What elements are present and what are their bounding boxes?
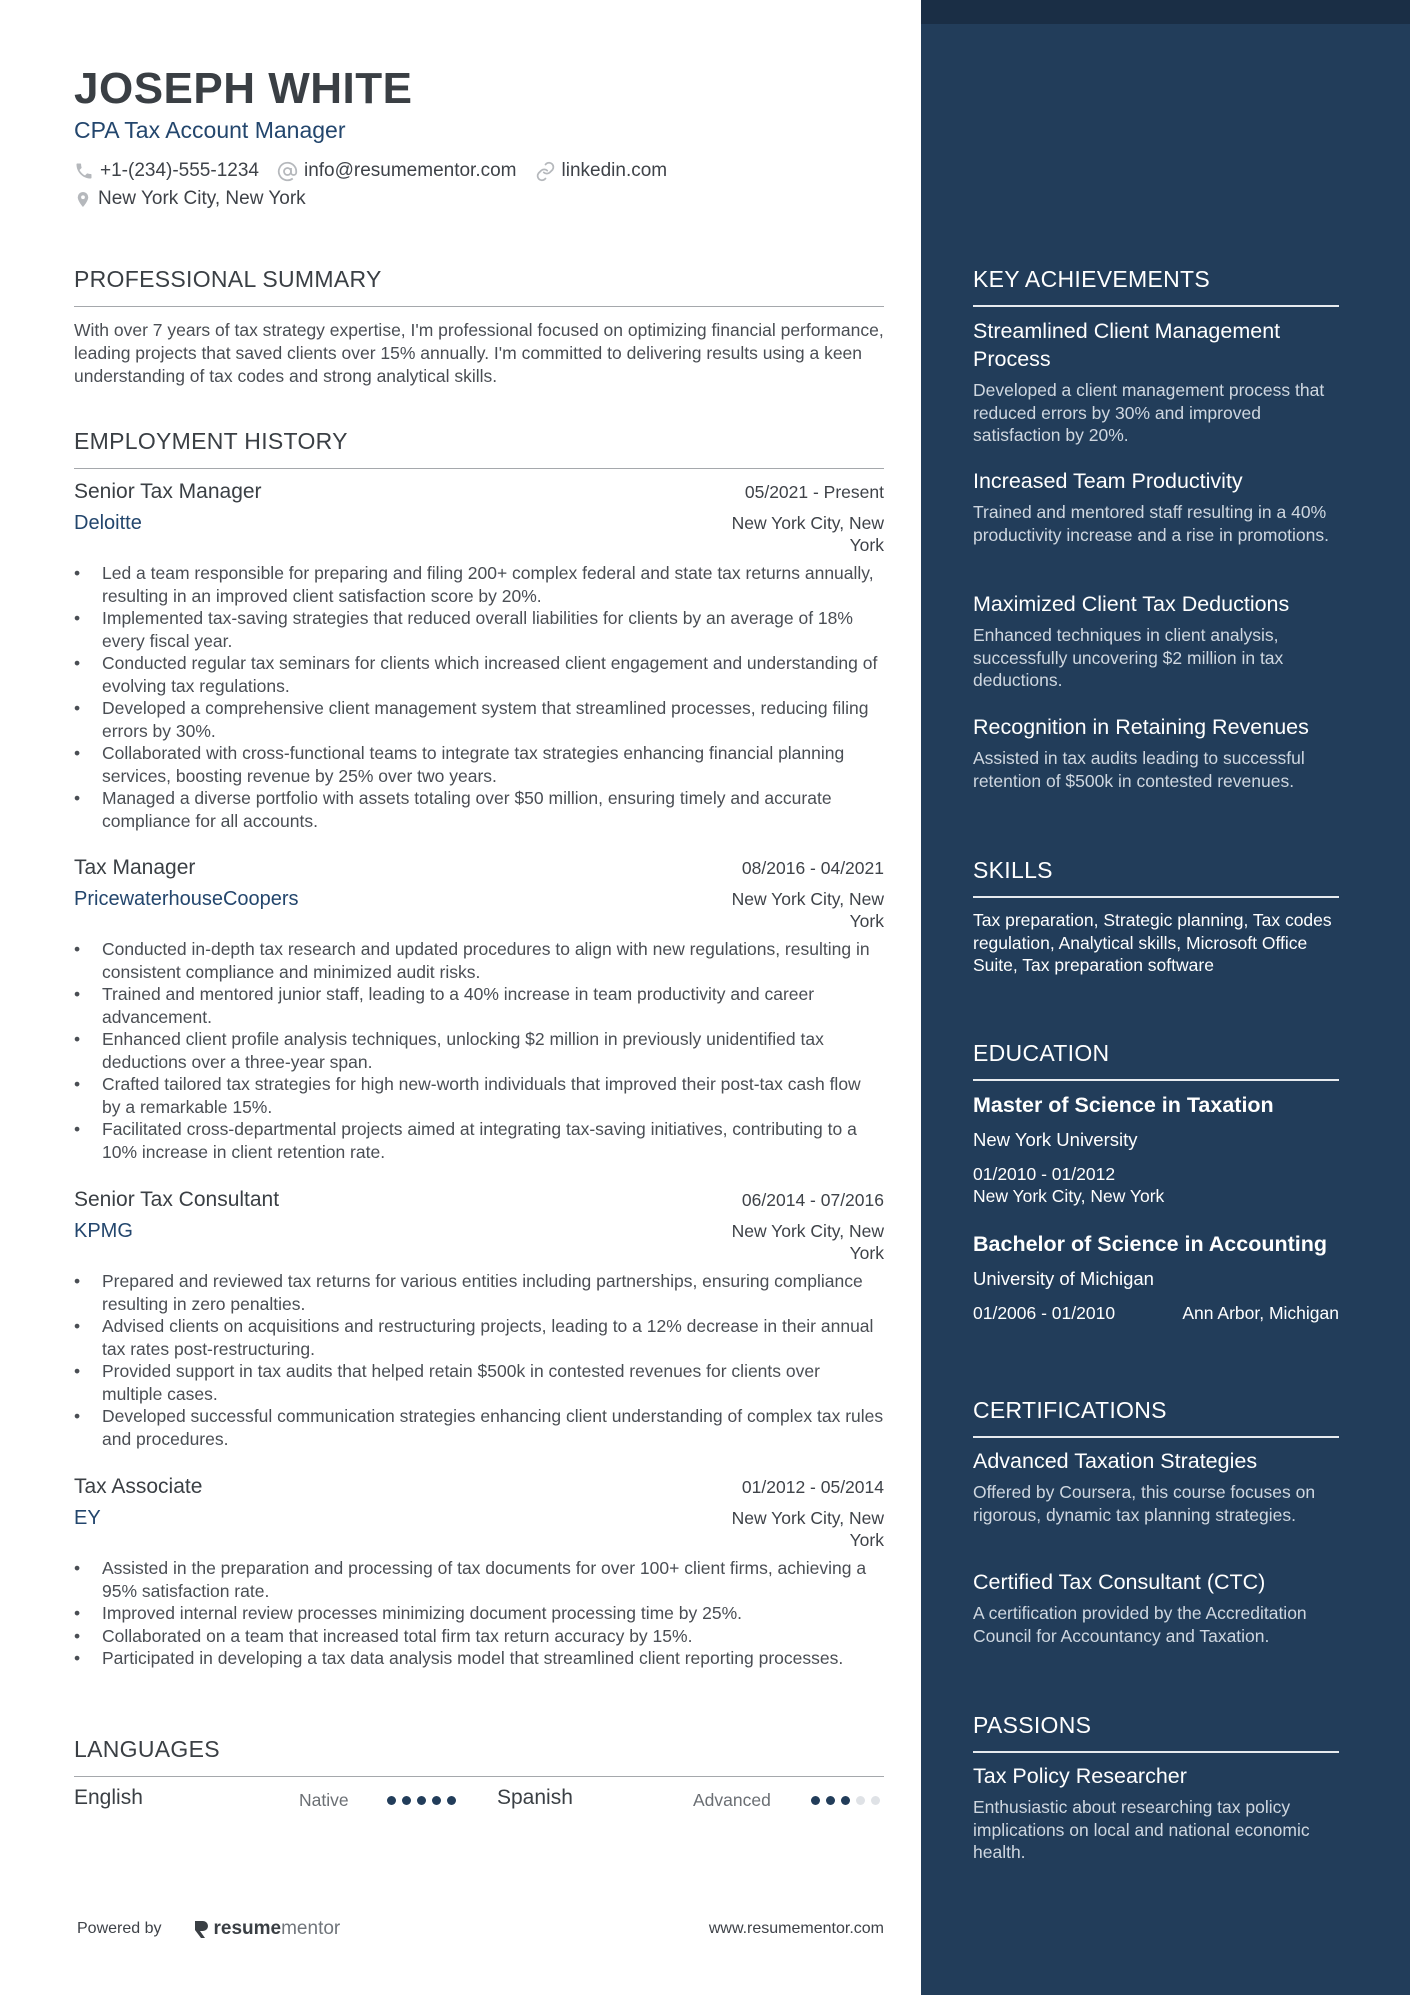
rating-dot-filled bbox=[447, 1796, 456, 1805]
education-dates: 01/2006 - 01/2010 bbox=[973, 1303, 1116, 1323]
employment-heading: EMPLOYMENT HISTORY bbox=[74, 428, 884, 469]
languages-row bbox=[74, 1786, 884, 1816]
language-name: Spanish bbox=[497, 1786, 573, 1809]
job-entry bbox=[74, 480, 884, 832]
phone-number: +1-(234)-555-1234 bbox=[100, 160, 259, 181]
rating-dot-filled bbox=[811, 1796, 820, 1805]
job-dates: 01/2012 - 05/2014 bbox=[741, 1477, 884, 1497]
candidate-name: JOSEPH WHITE bbox=[74, 64, 413, 113]
passion-item bbox=[973, 1762, 1339, 1864]
passion-desc: Enthusiastic about researching tax policy implications on local and national economic health. bbox=[973, 1797, 1310, 1862]
education-degree: Bachelor of Science in Accounting bbox=[973, 1232, 1328, 1256]
education-location: New York City, New York bbox=[973, 1186, 1165, 1206]
rating-dot-filled bbox=[432, 1796, 441, 1805]
job-bullets bbox=[74, 1270, 884, 1450]
contact-row bbox=[74, 160, 685, 182]
rating-dot-filled bbox=[402, 1796, 411, 1805]
job-role: Senior Tax Manager bbox=[74, 480, 262, 503]
education-item bbox=[973, 1091, 1339, 1207]
certification-desc: A certification provided by the Accreditation Council for Accountancy and Taxation. bbox=[973, 1603, 1307, 1646]
job-company: Deloitte bbox=[74, 512, 142, 534]
job-location: New York City, New York bbox=[731, 889, 884, 931]
email-address: info@resumementor.com bbox=[303, 160, 517, 181]
job-bullet: • Advised clients on acquisitions and restructuring projects, leading to a 12% decrease in their annual tax rates post-restructuring. bbox=[74, 1315, 884, 1360]
link-icon bbox=[535, 161, 556, 182]
languages-heading: LANGUAGES bbox=[74, 1736, 884, 1777]
skills-text: Tax preparation, Strategic planning, Tax codes regulation, Analytical skills, Microsoft Office Suite, Tax preparation software bbox=[973, 910, 1332, 975]
rating-dot-filled bbox=[826, 1796, 835, 1805]
job-bullet: • Improved internal review processes minimizing document processing time by 25%. bbox=[74, 1602, 884, 1625]
rating-dot-empty bbox=[856, 1796, 865, 1805]
education-school: New York University bbox=[973, 1129, 1138, 1150]
job-bullet: • Assisted in the preparation and processing of tax documents for over 100+ client firms, achieving a 95% satisfaction rate. bbox=[74, 1557, 884, 1602]
achievement-item bbox=[973, 317, 1339, 447]
certifications-heading: CERTIFICATIONS bbox=[973, 1397, 1339, 1438]
job-company: EY bbox=[74, 1507, 101, 1529]
education-meta-row bbox=[973, 1302, 1339, 1324]
achievement-title: Recognition in Retaining Revenues bbox=[973, 715, 1309, 739]
rating-dot-empty bbox=[871, 1796, 880, 1805]
achievement-desc: Trained and mentored staff resulting in a 40% productivity increase and a rise in promotions. bbox=[973, 502, 1330, 545]
passions-heading: PASSIONS bbox=[973, 1712, 1339, 1753]
language-rating-dots bbox=[387, 1796, 462, 1805]
footer-website[interactable]: www.resumementor.com bbox=[708, 1920, 884, 1937]
summary-heading: PROFESSIONAL SUMMARY bbox=[74, 266, 884, 307]
at-sign-icon bbox=[277, 161, 298, 182]
certification-item bbox=[973, 1447, 1339, 1526]
certification-title: Certified Tax Consultant (CTC) bbox=[973, 1570, 1266, 1594]
job-bullet: • Led a team responsible for preparing and filing 200+ complex federal and state tax returns annually, resulting in an improved client satisfaction score by 20%. bbox=[74, 562, 884, 607]
education-item bbox=[973, 1230, 1339, 1324]
job-dates: 06/2014 - 07/2016 bbox=[741, 1190, 884, 1210]
location-text: New York City, New York bbox=[98, 188, 306, 209]
resumementor-logo-icon bbox=[192, 1919, 210, 1939]
rating-dot-filled bbox=[387, 1796, 396, 1805]
job-bullet: • Participated in developing a tax data analysis model that streamlined client reporting processes. bbox=[74, 1647, 884, 1670]
job-company: KPMG bbox=[74, 1220, 133, 1242]
contact-linkedin[interactable] bbox=[535, 160, 668, 182]
achievement-title: Maximized Client Tax Deductions bbox=[973, 592, 1290, 616]
job-entry bbox=[74, 1475, 884, 1670]
location-row bbox=[74, 188, 324, 210]
job-bullet: • Facilitated cross-departmental projects aimed at integrating tax-saving initiatives, contributing to a 10% increase in client retention rate. bbox=[74, 1118, 884, 1163]
job-role: Senior Tax Consultant bbox=[74, 1188, 280, 1211]
education-location: Ann Arbor, Michigan bbox=[1182, 1303, 1339, 1323]
job-title: CPA Tax Account Manager bbox=[74, 117, 346, 143]
achievement-desc: Enhanced techniques in client analysis, successfully uncovering $2 million in tax deductions. bbox=[973, 625, 1284, 690]
achievement-item bbox=[973, 590, 1339, 692]
language-name: English bbox=[74, 1786, 143, 1809]
language-level: Native bbox=[299, 1790, 349, 1810]
skills-heading: SKILLS bbox=[973, 857, 1339, 898]
contact-email[interactable] bbox=[277, 160, 517, 182]
linkedin-link: linkedin.com bbox=[561, 160, 668, 181]
contact-phone bbox=[74, 160, 259, 182]
job-bullets bbox=[74, 562, 884, 832]
job-entry bbox=[74, 1188, 884, 1450]
job-role: Tax Associate bbox=[74, 1475, 203, 1498]
brand-logo[interactable] bbox=[192, 1918, 341, 1940]
achievements-heading: KEY ACHIEVEMENTS bbox=[973, 266, 1339, 307]
job-dates: 08/2016 - 04/2021 bbox=[741, 858, 884, 878]
job-bullet: • Managed a diverse portfolio with assets totaling over $50 million, ensuring timely and accurate compliance for all accounts. bbox=[74, 787, 884, 832]
phone-icon bbox=[74, 161, 94, 181]
passion-title: Tax Policy Researcher bbox=[973, 1764, 1187, 1788]
job-role: Tax Manager bbox=[74, 856, 196, 879]
job-bullet: • Conducted in-depth tax research and updated procedures to align with new regulations, resulting in consistent compliance and minimized audit risks. bbox=[74, 938, 884, 983]
achievement-title: Streamlined Client Management Process bbox=[973, 319, 1281, 371]
certification-desc: Offered by Coursera, this course focuses on rigorous, dynamic tax planning strategies. bbox=[973, 1482, 1316, 1525]
job-bullet: • Provided support in tax audits that helped retain $500k in contested revenues for clients over multiple cases. bbox=[74, 1360, 884, 1405]
sidebar-top-bar bbox=[921, 0, 1410, 24]
job-bullet: • Conducted regular tax seminars for clients which increased client engagement and understanding of evolving tax regulations. bbox=[74, 652, 884, 697]
education-dates: 01/2010 - 01/2012 bbox=[973, 1164, 1116, 1184]
job-location: New York City, New York bbox=[731, 1508, 884, 1550]
job-location: New York City, New York bbox=[731, 1221, 884, 1263]
achievement-item bbox=[973, 713, 1339, 792]
job-bullet: • Implemented tax-saving strategies that reduced overall liabilities for clients by an average of 18% every fiscal year. bbox=[74, 607, 884, 652]
sidebar bbox=[921, 0, 1410, 1995]
job-bullet: • Developed successful communication strategies enhancing client understanding of complex tax rules and procedures. bbox=[74, 1405, 884, 1450]
job-bullets bbox=[74, 938, 884, 1163]
map-pin-icon bbox=[74, 189, 92, 210]
summary-text: With over 7 years of tax strategy expertise, I'm professional focused on optimizing financial performance, leading projects that saved clients over 15% annually. I'm committed to delivering results using a keen understanding of tax codes and strong analytical skills. bbox=[74, 320, 884, 386]
powered-by-text: Powered by bbox=[77, 1920, 162, 1937]
language-level: Advanced bbox=[693, 1790, 771, 1810]
job-bullet: • Collaborated on a team that increased total firm tax return accuracy by 15%. bbox=[74, 1625, 884, 1648]
job-company: PricewaterhouseCoopers bbox=[74, 888, 299, 910]
brand-name-bold: resume bbox=[213, 1918, 282, 1939]
rating-dot-filled bbox=[841, 1796, 850, 1805]
job-bullet: • Trained and mentored junior staff, leading to a 40% increase in team productivity and career advancement. bbox=[74, 983, 884, 1028]
rating-dot-filled bbox=[417, 1796, 426, 1805]
certification-title: Advanced Taxation Strategies bbox=[973, 1449, 1258, 1473]
job-bullet: • Prepared and reviewed tax returns for various entities including partnerships, ensuring compliance resulting in zero penalties. bbox=[74, 1270, 884, 1315]
achievement-desc: Developed a client management process that reduced errors by 30% and improved satisfaction by 20%. bbox=[973, 380, 1325, 445]
education-school: University of Michigan bbox=[973, 1268, 1154, 1289]
language-rating-dots bbox=[811, 1796, 886, 1805]
job-bullet: • Developed a comprehensive client management system that streamlined processes, reducing filing errors by 30%. bbox=[74, 697, 884, 742]
achievement-title: Increased Team Productivity bbox=[973, 469, 1243, 493]
education-degree: Master of Science in Taxation bbox=[973, 1093, 1274, 1117]
job-bullets bbox=[74, 1557, 884, 1670]
job-bullet: • Crafted tailored tax strategies for high new-worth individuals that improved their post-tax cash flow by a remarkable 15%. bbox=[74, 1073, 884, 1118]
job-location: New York City, New York bbox=[731, 513, 884, 555]
certification-item bbox=[973, 1568, 1339, 1647]
brand-name-regular: mentor bbox=[281, 1918, 341, 1939]
job-dates: 05/2021 - Present bbox=[744, 482, 884, 502]
achievement-desc: Assisted in tax audits leading to successful retention of $500k in contested revenues. bbox=[973, 748, 1305, 791]
job-bullet: • Collaborated with cross-functional teams to integrate tax strategies enhancing financial planning services, boosting revenue by 25% over two years. bbox=[74, 742, 884, 787]
job-bullet: • Enhanced client profile analysis techniques, unlocking $2 million in previously unidentified tax deductions over a three-year span. bbox=[74, 1028, 884, 1073]
contact-location bbox=[74, 188, 306, 210]
footer-powered-by bbox=[77, 1918, 340, 1940]
achievement-item bbox=[973, 467, 1339, 546]
job-entry bbox=[74, 856, 884, 1163]
education-heading: EDUCATION bbox=[973, 1040, 1339, 1081]
